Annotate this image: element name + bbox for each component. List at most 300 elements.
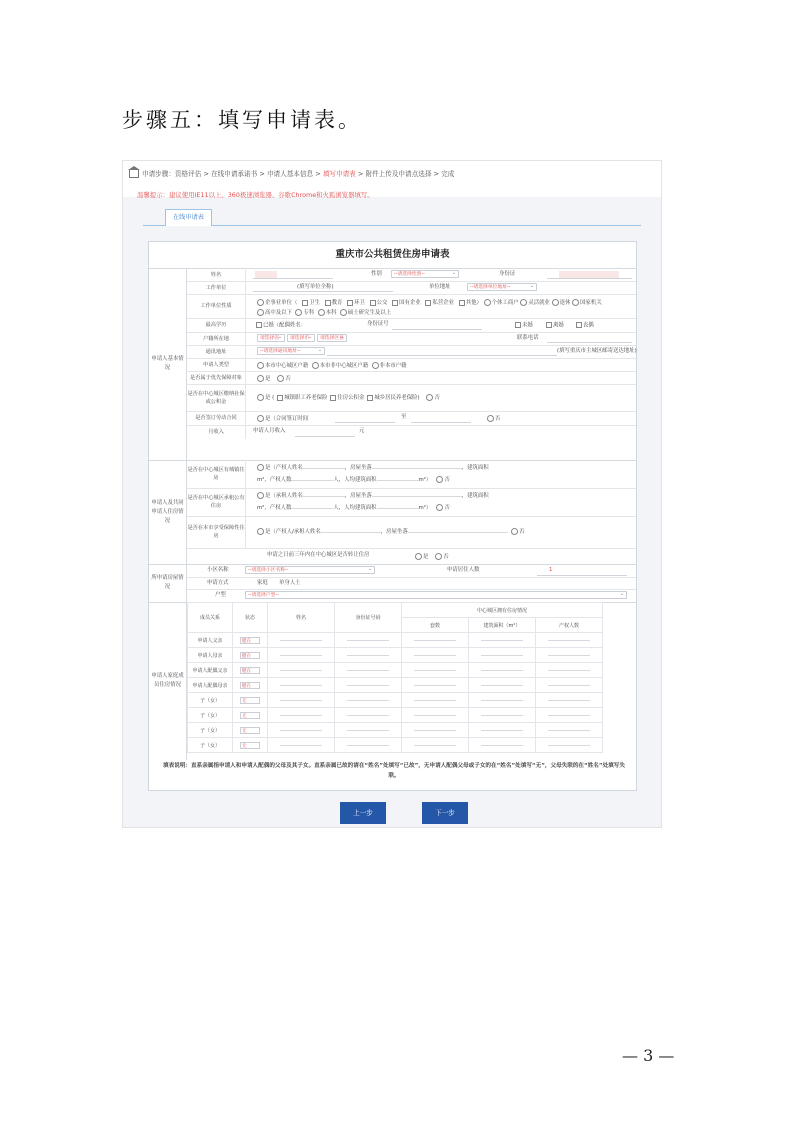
family-input[interactable] [347, 670, 389, 671]
income-input[interactable] [295, 436, 355, 437]
priority-no-radio[interactable] [277, 375, 284, 382]
owned-no-label: 否 [444, 477, 450, 483]
applicant-type-options [257, 362, 407, 369]
breadcrumb-separator: > [355, 170, 366, 178]
marital-option-married [253, 322, 306, 329]
work-nature-label: 公交 [376, 300, 388, 306]
family-input-cell [469, 648, 536, 663]
family-input-cell [402, 708, 469, 723]
rent-no-label: 否 [444, 505, 450, 511]
relation-cell: 子（女） [188, 723, 233, 738]
breadcrumb-step[interactable]: 申请人基本信息 [266, 170, 314, 178]
table-row [188, 648, 603, 663]
contract-to: 至 [401, 414, 407, 420]
transfer-no-label: 否 [519, 529, 525, 535]
label-applicant-type: 申请人类型 [187, 358, 246, 371]
owned-no-radio[interactable] [436, 476, 443, 483]
applicant-type-radio[interactable] [372, 362, 379, 369]
fund-pension-checkbox[interactable] [277, 395, 283, 401]
family-input[interactable] [481, 685, 523, 686]
apply-way-single: 单身人士 [279, 580, 301, 586]
relation-cell: 子（女） [188, 708, 233, 723]
fund-options: 是 ( 城镇职工养老保险 住房公积金 城乡居民养老保险) 否 [257, 394, 440, 401]
owned-owner: （产权人姓名 [270, 465, 303, 471]
family-input[interactable] [481, 730, 523, 731]
family-input[interactable] [481, 640, 523, 641]
divorced-checkbox[interactable] [546, 322, 552, 328]
gender-select[interactable]: --请选择性别-- ⌄ [391, 270, 459, 278]
work-nature-checkbox[interactable] [392, 300, 398, 306]
breadcrumb-separator: > [431, 170, 442, 178]
status-select[interactable]: 无 [240, 727, 260, 734]
family-input-cell [469, 678, 536, 693]
work-nature-radio[interactable] [552, 299, 559, 306]
married-label: 已婚（配偶姓名： [263, 322, 307, 329]
family-input[interactable] [280, 670, 322, 671]
transfer-owner-input[interactable] [321, 532, 381, 533]
family-table-subheader-cell: 套数 [402, 618, 469, 633]
label-house-sold: 申请之日前三年内在中心城区是否转让住房 [267, 552, 370, 558]
breadcrumb-separator: > [313, 170, 323, 178]
family-input-cell [335, 693, 402, 708]
family-input[interactable] [347, 715, 389, 716]
breadcrumb-step[interactable]: 附件上传及申请点选择 [365, 170, 432, 178]
transfer-no-radio[interactable] [511, 528, 518, 535]
breadcrumb [129, 168, 454, 178]
family-input[interactable] [280, 715, 322, 716]
rent-line-1 [257, 492, 489, 499]
row-applicant-type [187, 358, 636, 372]
row-community [187, 564, 636, 578]
owned-line-2 [257, 476, 450, 483]
owned-count-input[interactable] [291, 480, 333, 481]
family-input-cell [402, 648, 469, 663]
family-input[interactable] [280, 655, 322, 656]
family-input-cell [469, 693, 536, 708]
family-input[interactable] [548, 670, 590, 671]
status-cell [233, 723, 268, 738]
family-input-cell [268, 738, 335, 753]
education-radio[interactable] [340, 309, 347, 316]
married-checkbox[interactable] [256, 322, 262, 328]
contract-yes-label: 是 [265, 416, 271, 422]
breadcrumb-step[interactable]: 资格评估 [174, 170, 202, 178]
fund-no-label: 否 [434, 395, 440, 401]
family-input-cell [536, 738, 603, 753]
family-input-cell [335, 633, 402, 648]
work-nature-checkbox[interactable] [302, 300, 308, 306]
owned-location: ，房屋坐落 [344, 465, 372, 471]
family-input[interactable] [280, 640, 322, 641]
rent-area: ，建筑面积 [461, 493, 489, 499]
tab-online-form[interactable]: 在线申请表 [165, 209, 212, 226]
education-radio[interactable] [318, 309, 325, 316]
education-options [257, 309, 391, 316]
family-table-header-cell: 姓名 [268, 603, 335, 633]
row-work-nature [187, 294, 636, 319]
contract-yes [257, 415, 308, 422]
breadcrumb-separator: > [257, 170, 267, 178]
family-input[interactable] [548, 730, 590, 731]
family-input-cell [402, 693, 469, 708]
status-select[interactable]: 健在 [240, 682, 260, 689]
work-nature-label: 私营企业 [432, 300, 455, 306]
row-hukou [187, 332, 636, 346]
row-fund [187, 384, 636, 412]
breadcrumb-steps [175, 170, 454, 178]
work-nature-label: 卫生 [309, 300, 320, 306]
applicant-type-label: 非本市户籍 [379, 363, 407, 369]
work-nature-label: 退休 [559, 300, 571, 306]
fund-no-radio[interactable] [426, 394, 433, 401]
section-family [149, 602, 636, 760]
work-nature-radio[interactable] [484, 299, 491, 306]
label-house-owned: 是否在中心城区有城镇住房 [187, 460, 246, 488]
mail-address-input[interactable] [327, 355, 557, 356]
owned-unit: m²） [418, 477, 432, 483]
divorced-label: 离婚 [553, 322, 564, 329]
label-community: 小区名称 [207, 567, 229, 573]
rent-count-input[interactable] [291, 508, 333, 509]
education-label: 本科 [325, 310, 337, 316]
table-row [188, 723, 603, 738]
row-work-unit [187, 281, 636, 295]
family-input[interactable] [280, 685, 322, 686]
sold-yes-radio[interactable] [415, 553, 422, 560]
breadcrumb-step[interactable]: 完成 [441, 170, 455, 178]
step-heading: 步骤五：填写申请表。 [122, 108, 362, 132]
hukou-province-select[interactable]: 请选择省 ⌄ [257, 334, 285, 342]
family-input[interactable] [347, 640, 389, 641]
row-mail-address [187, 345, 636, 359]
work-nature-label: 其他） [465, 300, 482, 306]
work-nature-label: 企事业单位（ [265, 300, 298, 306]
family-input[interactable] [414, 655, 456, 656]
fund-housing-checkbox[interactable] [330, 395, 336, 401]
widowed-label: 丧偶 [583, 322, 594, 329]
hukou-city-select[interactable]: 请选择市 ⌄ [287, 334, 315, 342]
sold-no-radio[interactable] [435, 553, 442, 560]
relation-cell: 子（女） [188, 738, 233, 753]
row-house-owned [187, 460, 636, 489]
family-input-cell [536, 633, 603, 648]
family-table-header-cell: 成员关系 [188, 603, 233, 633]
family-input-cell [335, 708, 402, 723]
family-input-cell [335, 663, 402, 678]
family-input-cell [335, 738, 402, 753]
family-input-cell [536, 693, 603, 708]
fund-resident-checkbox[interactable] [367, 395, 373, 401]
label-house-transfer: 是否在本市享受保障性住房 [187, 516, 246, 548]
contract-hint: （合同签订时间 [270, 416, 309, 422]
family-input[interactable] [414, 670, 456, 671]
family-input[interactable] [347, 745, 389, 746]
family-input[interactable] [414, 715, 456, 716]
family-input-cell [536, 648, 603, 663]
sold-options [415, 553, 449, 560]
fund-resident-label: 城乡居民养老保险 [374, 395, 418, 401]
table-row [188, 693, 603, 708]
applicant-type-label: 本市非中心城区户籍 [319, 363, 369, 369]
priority-no-label: 否 [285, 376, 291, 382]
fill-instructions: 填表说明：直系亲属指申请人和申请人配偶的父母及其子女。直系亲属已故的请在“姓名”处填写“已故”，无申请人配偶父母或子女的在“姓名”处填写“无”，父母失联的在“姓名”处填写失联。 [163, 763, 625, 779]
family-input-cell [335, 723, 402, 738]
label-work-nature: 工作单位性质 [187, 294, 246, 318]
rent-per-capita-input[interactable] [377, 508, 419, 509]
education-label: 硕士研究生及以上 [347, 310, 392, 316]
section-label-housing: 申请人及共同申请人住房情况 [149, 460, 187, 564]
family-input-cell [402, 633, 469, 648]
rent-owner-input[interactable] [303, 496, 345, 497]
family-input[interactable] [414, 640, 456, 641]
family-input-cell [402, 678, 469, 693]
row-house-type [187, 589, 636, 602]
contract-yes-radio[interactable] [257, 415, 264, 422]
family-input[interactable] [280, 700, 322, 701]
family-table-header-cell: 状态 [233, 603, 268, 633]
tab-bar [143, 207, 641, 226]
family-input[interactable] [414, 685, 456, 686]
status-cell [233, 708, 268, 723]
family-input[interactable] [481, 700, 523, 701]
work-nature-label: 国有企业 [399, 300, 421, 306]
section-label-apply: 所申请房屋情况 [149, 564, 187, 602]
prev-button[interactable]: 上一步 [340, 802, 386, 824]
owned-yes-radio[interactable] [257, 464, 264, 471]
transfer-location: ，房屋坐落 [380, 529, 408, 535]
education-radio[interactable] [295, 309, 302, 316]
work-unit-input[interactable] [253, 291, 393, 292]
house-type-select[interactable]: --请选择户型-- ⌄ [245, 591, 627, 599]
label-contract: 是否签订劳动合同 [187, 411, 246, 425]
transfer-location-input[interactable] [408, 532, 508, 533]
family-input[interactable] [347, 700, 389, 701]
rent-per-capita: 人，人均建筑面积 [333, 505, 377, 511]
contract-no-label: 否 [495, 416, 501, 422]
status-cell [233, 738, 268, 753]
mail-address-select[interactable]: --请选择通讯地址-- ⌄ [257, 347, 325, 355]
sold-no-label: 否 [443, 554, 449, 560]
family-table-header-cell: 身份证号码 [335, 603, 402, 633]
rent-location-input[interactable] [372, 496, 462, 497]
family-input-cell [402, 663, 469, 678]
family-input[interactable] [548, 745, 590, 746]
family-input-cell [536, 678, 603, 693]
family-input-cell [536, 663, 603, 678]
section-label-family: 申请人家庭成员住房情况 [149, 602, 187, 760]
family-input-cell [268, 708, 335, 723]
work-nature-checkbox[interactable] [459, 300, 465, 306]
label-hukou: 户籍所在地 [187, 332, 246, 345]
community-select[interactable]: --请选择小区名称-- ⌄ [245, 566, 375, 574]
work-nature-radio[interactable] [572, 299, 579, 306]
rent-no-radio[interactable] [436, 504, 443, 511]
section-apply [149, 564, 636, 603]
widowed-checkbox[interactable] [576, 322, 582, 328]
apply-people-value: 1 [549, 567, 553, 573]
applicant-type-label: 本市中心城区户籍 [265, 363, 309, 369]
spouse-id-input[interactable] [392, 329, 482, 330]
label-priority: 是否属于优先保障对象 [187, 371, 246, 384]
fund-yes-label: 是 [265, 395, 271, 401]
family-input[interactable] [414, 730, 456, 731]
family-input[interactable] [481, 655, 523, 656]
name-value [255, 271, 277, 278]
family-input-cell [402, 723, 469, 738]
breadcrumb-step[interactable]: 在线申请承诺书 [211, 170, 258, 178]
row-priority [187, 371, 636, 385]
family-input[interactable] [481, 715, 523, 716]
family-input-cell [335, 648, 402, 663]
family-input-cell [268, 648, 335, 663]
home-icon[interactable] [129, 170, 139, 178]
family-input-cell [268, 663, 335, 678]
owned-count: m²，产权人数 [257, 477, 292, 483]
owned-per-capita-input[interactable] [377, 480, 419, 481]
apply-way-family: 家庭 [257, 580, 268, 586]
row-name [187, 268, 636, 282]
application-form-screenshot [122, 160, 662, 828]
status-select[interactable]: 健在 [240, 652, 260, 659]
status-cell [233, 663, 268, 678]
owned-owner-input[interactable] [303, 468, 345, 469]
family-input[interactable] [548, 700, 590, 701]
owned-per-capita: 人，人均建筑面积 [333, 477, 377, 483]
family-table [187, 602, 603, 753]
family-input[interactable] [347, 685, 389, 686]
family-input[interactable] [280, 745, 322, 746]
work-nature-radio[interactable] [520, 299, 527, 306]
contract-no-radio[interactable] [487, 415, 494, 422]
family-input-cell [469, 708, 536, 723]
breadcrumb-step[interactable]: 填写申请表 [322, 170, 356, 178]
family-table-header-cell: 中心城区拥有住房情况 [402, 603, 603, 618]
family-input-cell [536, 723, 603, 738]
family-input[interactable] [548, 685, 590, 686]
work-nature-radio[interactable] [257, 299, 264, 306]
label-house-rent: 是否在中心城区承租公有住房 [187, 488, 246, 516]
id-card-input[interactable] [547, 278, 632, 279]
family-input[interactable] [347, 730, 389, 731]
table-row [188, 663, 603, 678]
applicant-type-radio[interactable] [312, 362, 319, 369]
name-input[interactable] [253, 278, 333, 279]
family-input[interactable] [414, 700, 456, 701]
work-nature-options [257, 299, 603, 306]
family-input[interactable] [548, 640, 590, 641]
form-title: 重庆市公共租赁住房申请表 [149, 242, 636, 269]
owned-yes-label: 是 [265, 465, 271, 471]
work-nature-checkbox[interactable] [347, 300, 353, 306]
hukou-district-select[interactable]: 请选择区县 ⌄ [317, 334, 347, 342]
family-input[interactable] [414, 745, 456, 746]
fund-yes-radio[interactable] [257, 394, 264, 401]
family-table-subheader-cell: 建筑面积（m²） [469, 618, 536, 633]
family-input-cell [268, 633, 335, 648]
family-input[interactable] [347, 655, 389, 656]
work-nature-checkbox[interactable] [325, 300, 331, 306]
label-name: 姓名 [187, 268, 246, 281]
family-input-cell [268, 693, 335, 708]
work-nature-label: 灵活就业 [528, 300, 550, 306]
family-input[interactable] [481, 670, 523, 671]
family-input-cell [268, 723, 335, 738]
phone-input[interactable] [547, 342, 632, 343]
transfer-yes-label: 是 [265, 529, 271, 535]
contract-start-input[interactable] [335, 422, 395, 423]
label-apply-people: 申请居住人数 [447, 567, 480, 573]
marital-option-single [512, 322, 533, 329]
owned-line-1 [257, 464, 489, 471]
breadcrumb-prefix: 申请步骤： [142, 170, 175, 178]
owned-location-input[interactable] [372, 468, 462, 469]
rent-line-2 [257, 504, 450, 511]
status-select[interactable]: 无 [240, 697, 260, 704]
label-education: 最高学历 [187, 318, 246, 332]
relation-cell: 申请人配偶父亲 [188, 663, 233, 678]
next-button[interactable]: 下一步 [422, 802, 468, 824]
page-number: — 3 — [622, 1046, 675, 1065]
relation-cell: 申请人母亲 [188, 648, 233, 663]
label-house-type: 户型 [215, 592, 226, 598]
status-select[interactable]: 无 [240, 742, 260, 749]
unit-address-select[interactable]: --请选择单位地址-- ⌄ [467, 283, 537, 291]
single-checkbox[interactable] [515, 322, 521, 328]
apply-people-input[interactable] [537, 575, 627, 576]
transfer-owner: （产权人/承租人姓名 [270, 529, 321, 535]
rent-yes-radio[interactable] [257, 492, 264, 499]
rent-location: ，房屋坐落 [344, 493, 372, 499]
income-unit: 元 [359, 428, 365, 434]
priority-yes-radio[interactable] [257, 375, 264, 382]
status-cell [233, 633, 268, 648]
family-table-header [188, 603, 603, 618]
label-unit-address: 单位地址 [429, 284, 451, 290]
section-label-basic: 申请人基本情况 [149, 268, 187, 460]
status-cell [233, 678, 268, 693]
label-gender: 性别 [371, 271, 382, 277]
status-select[interactable]: 健在 [240, 667, 260, 674]
contract-end-input[interactable] [411, 422, 471, 423]
relation-cell: 子（女） [188, 693, 233, 708]
transfer-yes-radio[interactable] [257, 528, 264, 535]
family-input[interactable] [548, 655, 590, 656]
row-house-sold [187, 548, 636, 564]
owned-area: ，建筑面积 [461, 465, 489, 471]
priority-options [257, 375, 291, 382]
family-input[interactable] [280, 730, 322, 731]
work-nature-checkbox[interactable] [370, 300, 376, 306]
status-select[interactable]: 无 [240, 712, 260, 719]
label-fund: 是否在中心城区缴纳社保或公积金 [187, 384, 246, 411]
status-select[interactable]: 健在 [240, 637, 260, 644]
row-id-type [187, 318, 636, 333]
fund-pension-label: 城镇职工养老保险 [284, 395, 328, 401]
education-radio[interactable] [257, 309, 264, 316]
family-input[interactable] [548, 715, 590, 716]
table-row [188, 738, 603, 753]
family-input[interactable] [481, 745, 523, 746]
label-phone: 联系电话 [517, 335, 539, 341]
work-nature-label: 个体工商户 [491, 300, 519, 306]
transfer-line [257, 528, 525, 535]
family-input-cell [469, 738, 536, 753]
work-nature-checkbox[interactable] [425, 300, 431, 306]
applicant-type-radio[interactable] [257, 362, 264, 369]
family-input-cell [335, 678, 402, 693]
fund-housing-label: 住房公积金 [337, 395, 365, 401]
mail-hint: (填写重庆市主城区邮寄送达地址) [557, 348, 637, 354]
